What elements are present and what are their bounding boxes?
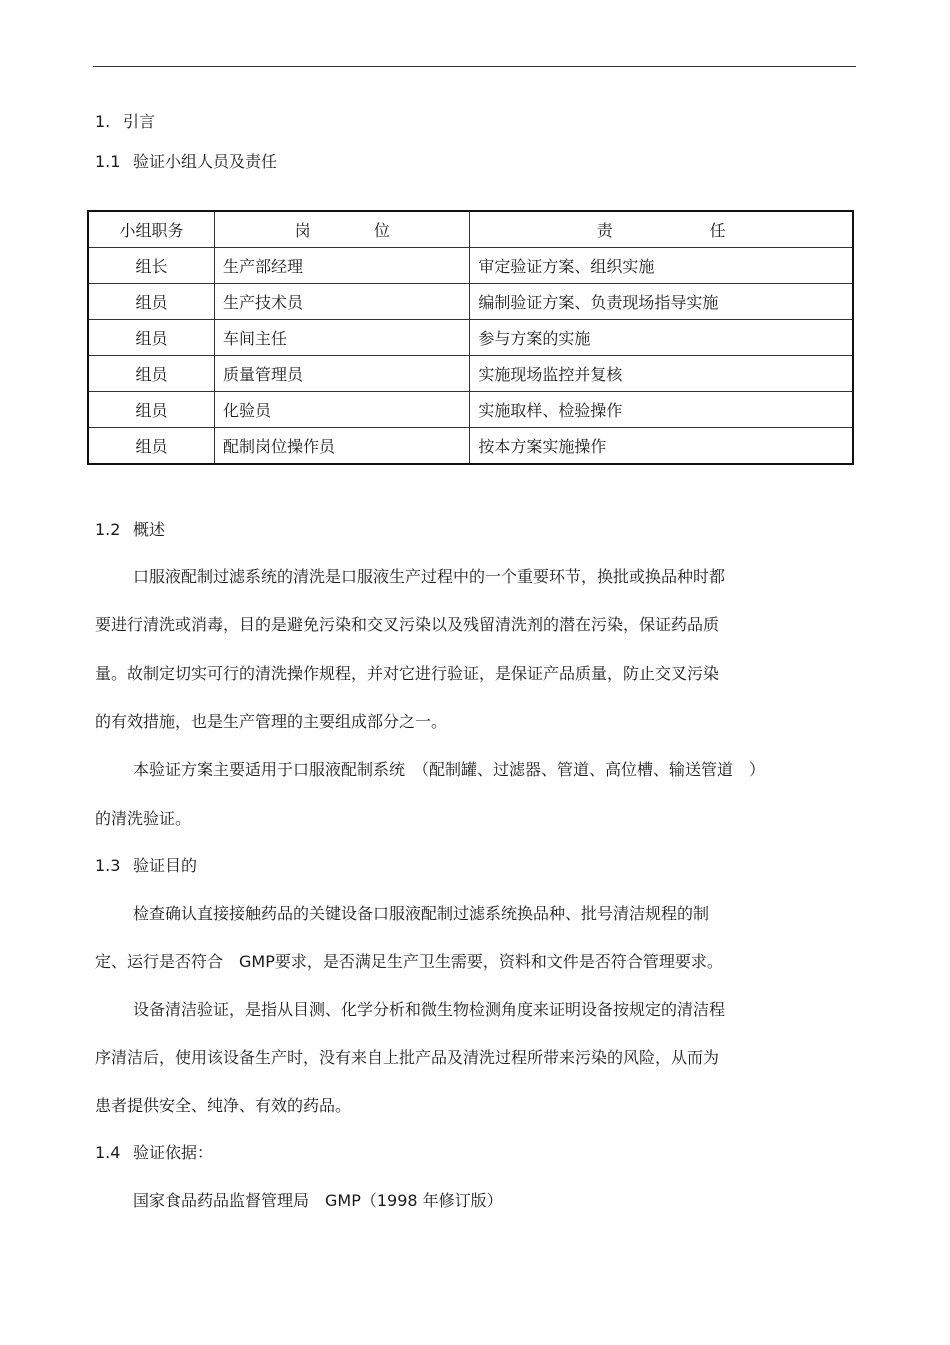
header-duty-char-2: 任	[709, 221, 726, 240]
header-duty-char-1: 责	[596, 221, 613, 240]
cell-duty: 编制验证方案、负责现场指导实施	[470, 284, 853, 320]
heading-title: 验证依据：	[133, 1143, 214, 1162]
cell-duty: 实施取样、检验操作	[470, 392, 853, 428]
heading-number: 1.4	[95, 1143, 121, 1162]
cell-role: 组员	[88, 392, 215, 428]
heading-number: 1.3	[95, 856, 121, 875]
heading-number: 1.2	[95, 520, 121, 539]
cell-position: 质量管理员	[215, 356, 470, 392]
table-row	[88, 284, 853, 320]
header-position-char-1: 岗	[294, 221, 311, 240]
heading-1-1	[95, 151, 277, 173]
basis-text: 国家食品药品监督管理局 GMP（1998 年修订版）	[133, 1191, 503, 1210]
header-rule	[93, 66, 856, 67]
header-position	[215, 211, 470, 248]
overview-p2-line-1: 本验证方案主要适用于口服液配制系统 （配制罐、过滤器、管道、高位槽、输送管道 ）	[133, 760, 766, 779]
heading-1-4	[95, 1142, 213, 1164]
table-header-row	[88, 211, 853, 248]
table-row	[88, 248, 853, 284]
overview-p1-line-4: 的有效措施，也是生产管理的主要组成部分之一。	[95, 712, 448, 731]
purpose-p1-line-1: 检查确认直接接触药品的关键设备口服液配制过滤系统换品种、批号清洁规程的制	[133, 904, 710, 923]
heading-1-3	[95, 855, 197, 877]
overview-p2-line-2: 的清洗验证。	[95, 809, 192, 828]
overview-p1-line-3: 量。故制定切实可行的清洗操作规程，并对它进行验证，是保证产品质量，防止交叉污染	[95, 664, 720, 683]
heading-title: 概述	[133, 520, 166, 539]
table-row	[88, 392, 853, 428]
cell-position: 车间主任	[215, 320, 470, 356]
header-position-char-2: 位	[373, 221, 390, 240]
heading-title: 验证小组人员及责任	[133, 152, 278, 171]
cell-duty: 参与方案的实施	[470, 320, 853, 356]
purpose-p2-line-3: 患者提供安全、纯净、有效的药品。	[95, 1096, 352, 1115]
header-role: 小组职务	[88, 211, 215, 248]
header-duty	[470, 211, 853, 248]
cell-position: 生产技术员	[215, 284, 470, 320]
overview-p1-line-1: 口服液配制过滤系统的清洗是口服液生产过程中的一个重要环节，换批或换品种时都	[133, 567, 726, 586]
cell-position: 配制岗位操作员	[215, 428, 470, 465]
cell-role: 组员	[88, 428, 215, 465]
cell-duty: 审定验证方案、组织实施	[470, 248, 853, 284]
purpose-p2-line-2: 序清洁后，使用该设备生产时，没有来自上批产品及清洗过程所带来污染的风险，从而为	[95, 1048, 720, 1067]
heading-1-2	[95, 519, 165, 541]
heading-1	[95, 111, 155, 133]
cell-role: 组员	[88, 356, 215, 392]
purpose-p2-line-1: 设备清洁验证，是指从目测、化学分析和微生物检测角度来证明设备按规定的清洁程	[133, 1000, 726, 1019]
team-table	[87, 210, 854, 465]
cell-role: 组员	[88, 320, 215, 356]
table-row	[88, 356, 853, 392]
cell-role: 组长	[88, 248, 215, 284]
cell-position: 化验员	[215, 392, 470, 428]
cell-duty: 实施现场监控并复核	[470, 356, 853, 392]
cell-duty: 按本方案实施操作	[470, 428, 853, 465]
heading-title: 引言	[123, 112, 156, 131]
table-row	[88, 320, 853, 356]
cell-role: 组员	[88, 284, 215, 320]
purpose-p1-line-2: 定、运行是否符合 GMP要求，是否满足生产卫生需要，资料和文件是否符合管理要求。	[95, 952, 723, 971]
heading-number: 1.1	[95, 152, 121, 171]
cell-position: 生产部经理	[215, 248, 470, 284]
overview-p1-line-2: 要进行清洗或消毒，目的是避免污染和交叉污染以及残留清洗剂的潜在污染，保证药品质	[95, 615, 720, 634]
table-row	[88, 428, 853, 465]
heading-title: 验证目的	[133, 856, 198, 875]
heading-number: 1.	[95, 112, 111, 131]
